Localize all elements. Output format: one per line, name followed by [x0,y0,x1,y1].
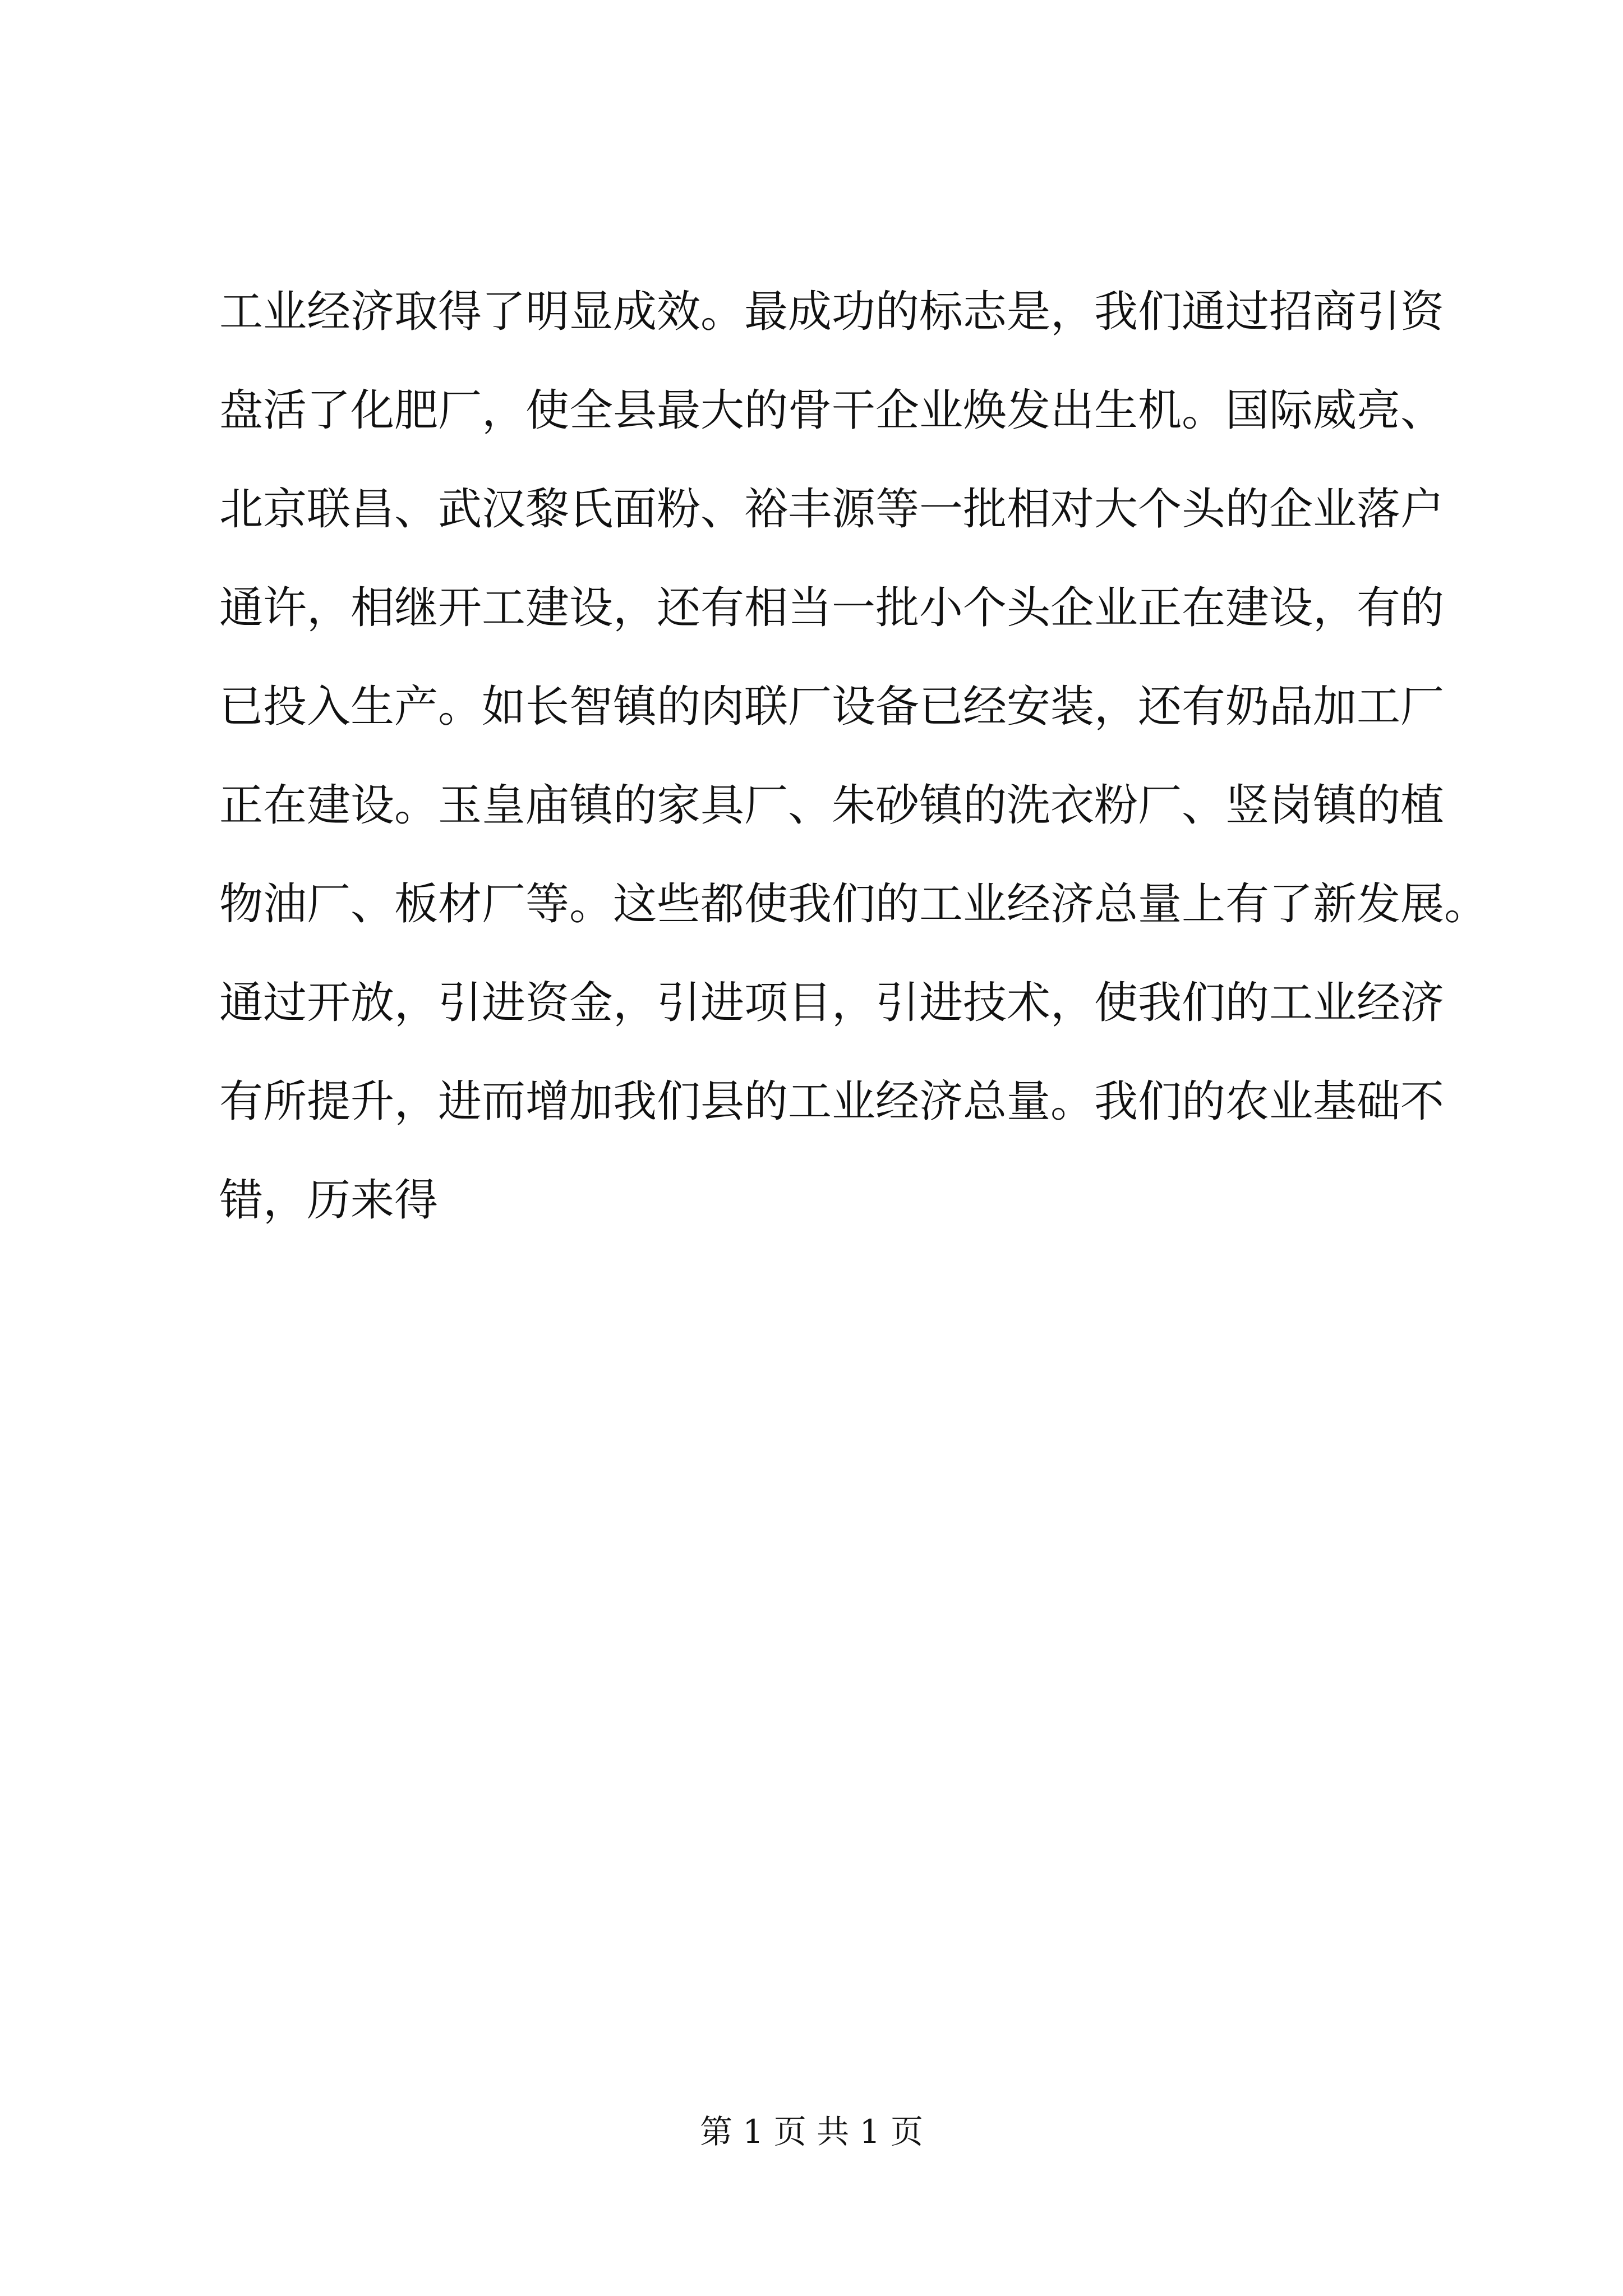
text-line: 通过开放，引进资金，引进项目，引进技术，使我们的工业经济 [219,978,1445,1028]
text-line: 工业经济取得了明显成效。最成功的标志是，我们通过招商引资 [219,287,1445,337]
text-line: 有所提升，进而增加我们县的工业经济总量。我们的农业基础不 [219,1076,1445,1127]
page-number-footer: 第 1 页 共 1 页 [700,2113,923,2151]
text-line: 物油厂、板材厂等。这些都使我们的工业经济总量上有了新发展。 [219,879,1488,930]
text-line: 北京联昌、武汉黎氏面粉、裕丰源等一批相对大个头的企业落户 [219,484,1445,535]
text-line: 已投入生产。如长智镇的肉联厂设备已经安装，还有奶品加工厂 [219,682,1445,732]
text-line: 通许，相继开工建设，还有相当一批小个头企业正在建设，有的 [219,583,1445,633]
text-line: 错，历来得 [219,1175,439,1226]
text-line: 正在建设。玉皇庙镇的家具厂、朱砂镇的洗衣粉厂、竖岗镇的植 [219,780,1445,831]
body-paragraph [219,263,1488,1250]
text-line: 盘活了化肥厂，使全县最大的骨干企业焕发出生机。国际威亮、 [219,385,1445,436]
